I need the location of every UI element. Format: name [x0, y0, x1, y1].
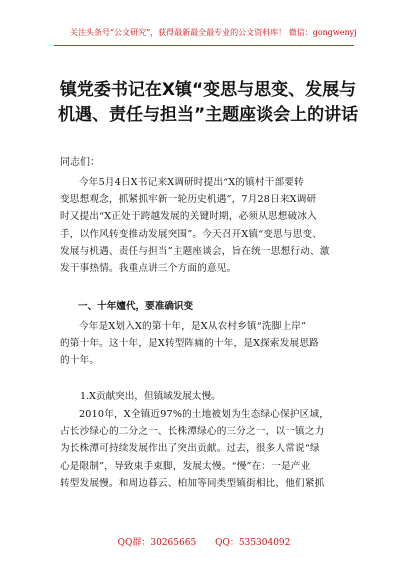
text-line: 转型发展慢。和周边暮云、柏加等同类型镇街相比，他们紧抓	[60, 477, 325, 489]
subheading-1: 1.X贡献突出，但镇域发展太慢。	[80, 391, 221, 402]
document-title	[58, 78, 358, 128]
text-line: 的第十年。这十年，是X转型阵痛的十年，是X探索发展思路	[60, 338, 319, 350]
text-line: 发干事热情。我重点讲三个方面的意见。	[60, 263, 237, 275]
header-banner: 关注头条号“公文研究”，获得最新最全最专业的公文资料库！ 微信：gongwenyj	[70, 28, 357, 37]
footer-qq: QQ：535304092	[215, 538, 291, 548]
salutation: 同志们：	[60, 157, 100, 168]
text-line: 今年5月4日X书记来X调研时提出“X的镇村干部要转	[79, 177, 304, 188]
title-line: 镇党委书记在X镇“变思与思变、发展与	[59, 80, 357, 100]
paragraph-3	[60, 406, 360, 492]
text-line: 为长株潭可持续发展作出了突出贡献。过去，很多人常说“绿	[60, 443, 320, 455]
footer-banner	[0, 537, 408, 549]
text-line: 时又提出“X正处于跨越发展的关键时期，必须从思想破冰入	[60, 211, 317, 223]
header-divider	[54, 45, 354, 46]
text-line: 的十年。	[60, 355, 100, 367]
paragraph-1	[60, 174, 360, 277]
footer-qq-group: QQ群：30265665	[117, 538, 197, 548]
text-line: 手，以作风转变推动发展突围”。今天召开X镇“变思与思变、	[60, 228, 323, 240]
text-line: 变思想观念，抓紧抓牢新一轮历史机遇”，7月28日来X调研	[60, 194, 317, 206]
text-line: 2010年，X全镇近97%的土地被划为生态绿心保护区域，	[79, 409, 330, 420]
text-line: 今年是X划入X的第十年，是X从农村乡镇“洗脚上岸”	[79, 321, 307, 332]
title-line: 机遇、责任与担当”主题座谈会上的讲话	[58, 105, 359, 125]
text-line: 发展与机遇、责任与担当”主题座谈会，旨在统一思想行动、激	[60, 245, 330, 257]
paragraph-2	[60, 318, 360, 370]
text-line: 心是限制”，导致束手束脚，发展太慢。“慢”在：一是产业	[60, 460, 311, 472]
section-heading-1: 一、十年嬗代，要准确识变	[78, 301, 194, 312]
text-line: 占长沙绿心的二分之一、长株潭绿心的三分之一，以一镇之力	[60, 426, 325, 438]
